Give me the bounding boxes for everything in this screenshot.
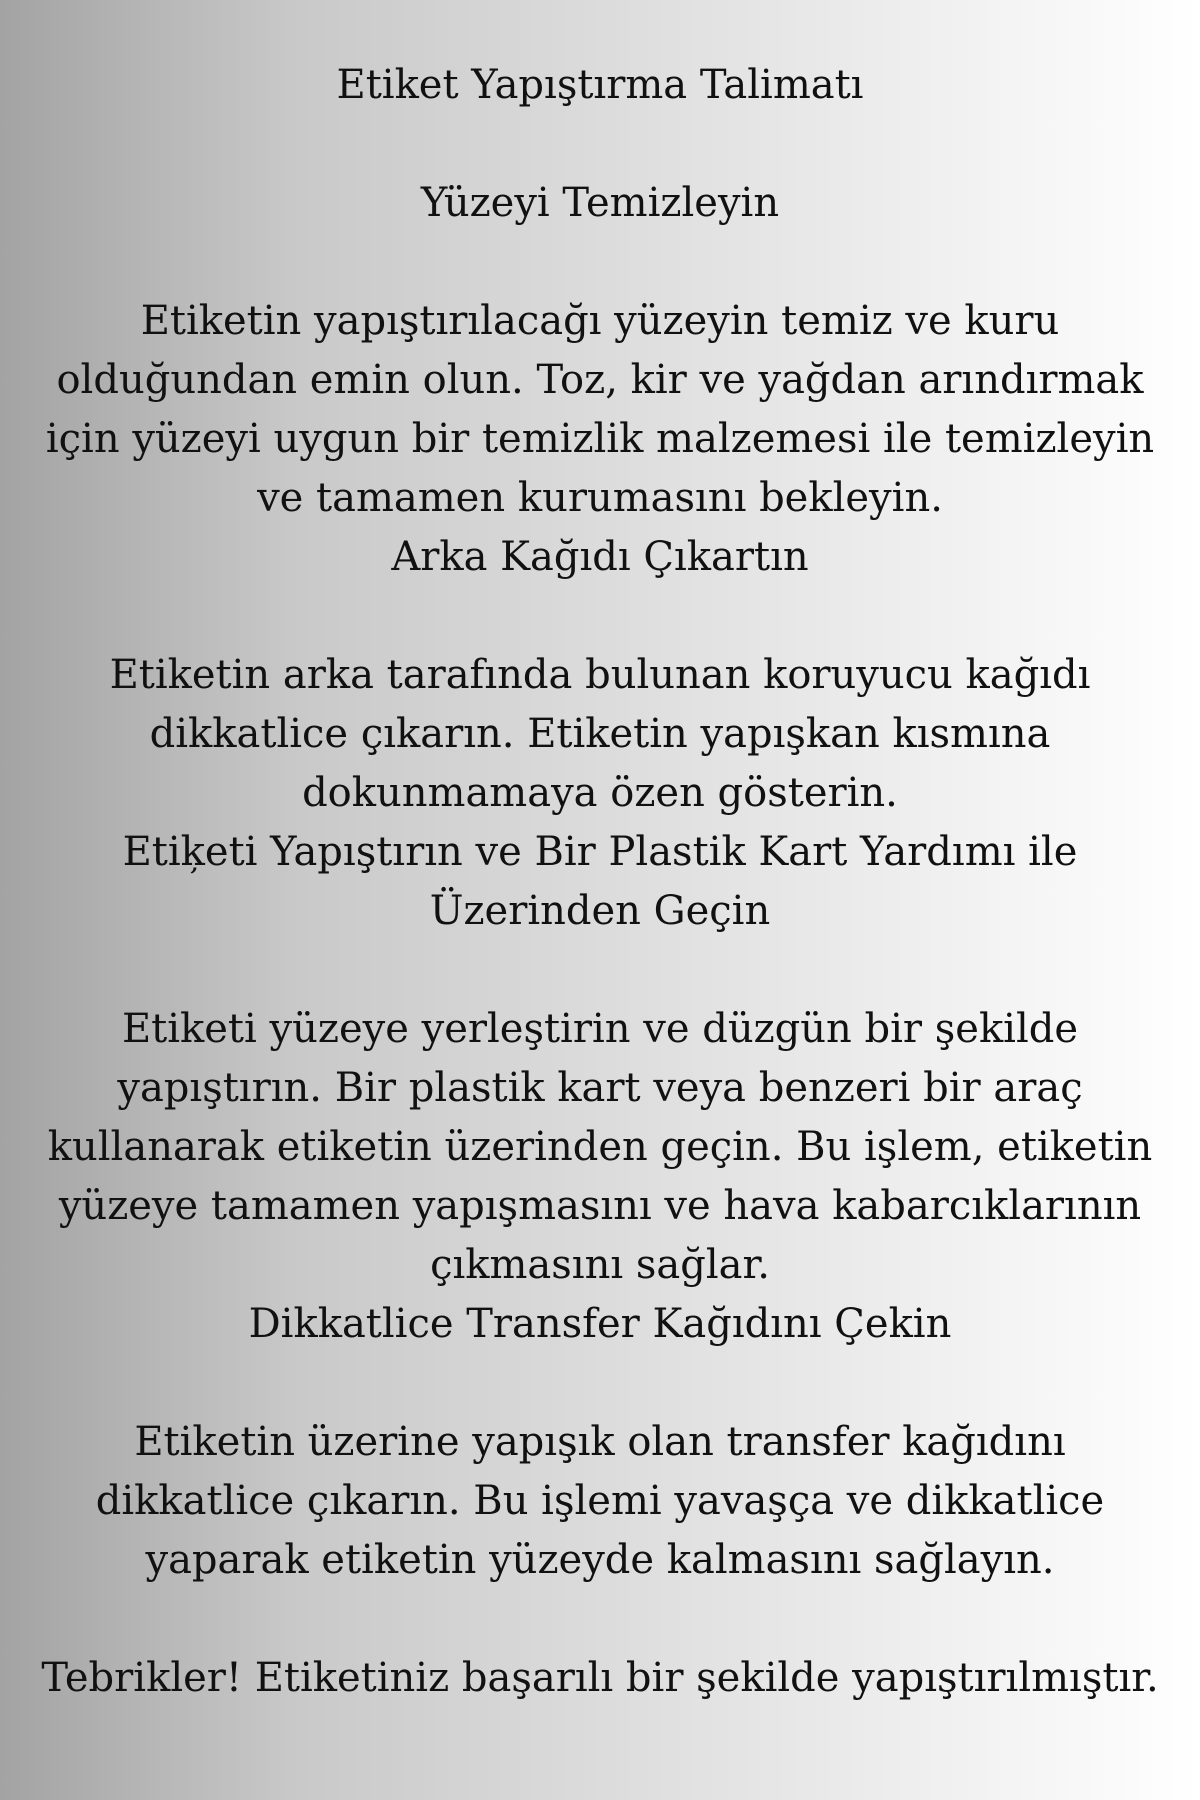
body-line: dokunmamaya özen gösterin. <box>302 770 898 816</box>
section-heading-apply-label <box>0 823 1200 941</box>
body-line: Etiketin yapıştırılacağı yüzeyin temiz ve kuru <box>140 298 1060 344</box>
body-line: yapıştırın. Bir plastik kart veya benzeri bir araç <box>117 1065 1083 1111</box>
body-line: Etiketi yüzeye yerleştirin ve düzgün bir şekilde <box>121 1006 1079 1052</box>
section-body-clean-surface <box>0 292 1200 528</box>
body-line: dikkatlice çıkarın. Etiketin yapışkan kısmına <box>149 711 1051 757</box>
body-line: yaparak etiketin yüzeyde kalmasını sağlayın. <box>145 1537 1055 1583</box>
body-line: olduğundan emin olun. Toz, kir ve yağdan arındırmak <box>56 357 1144 403</box>
body-line: dikkatlice çıkarın. Bu işlemi yavaşça ve dikkatlice <box>95 1478 1105 1524</box>
body-line: kullanarak etiketin üzerinden geçin. Bu işlem, etiketin <box>47 1124 1153 1170</box>
section-heading-remove-backing: Arka Kağıdı Çıkartın <box>391 534 809 580</box>
body-line: Etiketin arka tarafında bulunan koruyucu kağıdı <box>109 652 1091 698</box>
body-line: için yüzeyi uygun bir temizlik malzemesi ile temizleyin <box>45 416 1155 462</box>
body-line: çıkmasını sağlar. <box>430 1242 770 1288</box>
spacer <box>0 115 1200 174</box>
document-title: Etiket Yapıştırma Talimatı <box>336 62 864 108</box>
section-body-remove-backing <box>0 646 1200 823</box>
body-line: Etiketin üzerine yapışık olan transfer kağıdını <box>134 1419 1066 1465</box>
section-heading-peel-transfer: Dikkatlice Transfer Kağıdını Çekin <box>248 1301 952 1347</box>
body-line: ve tamamen kurumasını bekleyin. <box>257 475 943 521</box>
closing-message: Tebrikler! Etiketiniz başarılı bir şekilde yapıştırılmıştır. <box>41 1655 1159 1701</box>
heading-line: Üzerinden Geçin <box>429 888 771 934</box>
spacer <box>0 233 1200 292</box>
spacer <box>0 587 1200 646</box>
section-heading-clean-surface: Yüzeyi Temizleyin <box>420 180 780 226</box>
spacer <box>0 1354 1200 1413</box>
body-line: yüzeye tamamen yapışmasını ve hava kabarcıklarının <box>58 1183 1142 1229</box>
heading-line: Etiķeti Yapıştırın ve Bir Plastik Kart Yardımı ile <box>122 829 1078 875</box>
spacer <box>0 1590 1200 1649</box>
section-body-apply-label <box>0 1000 1200 1295</box>
spacer <box>0 941 1200 1000</box>
section-body-peel-transfer <box>0 1413 1200 1590</box>
